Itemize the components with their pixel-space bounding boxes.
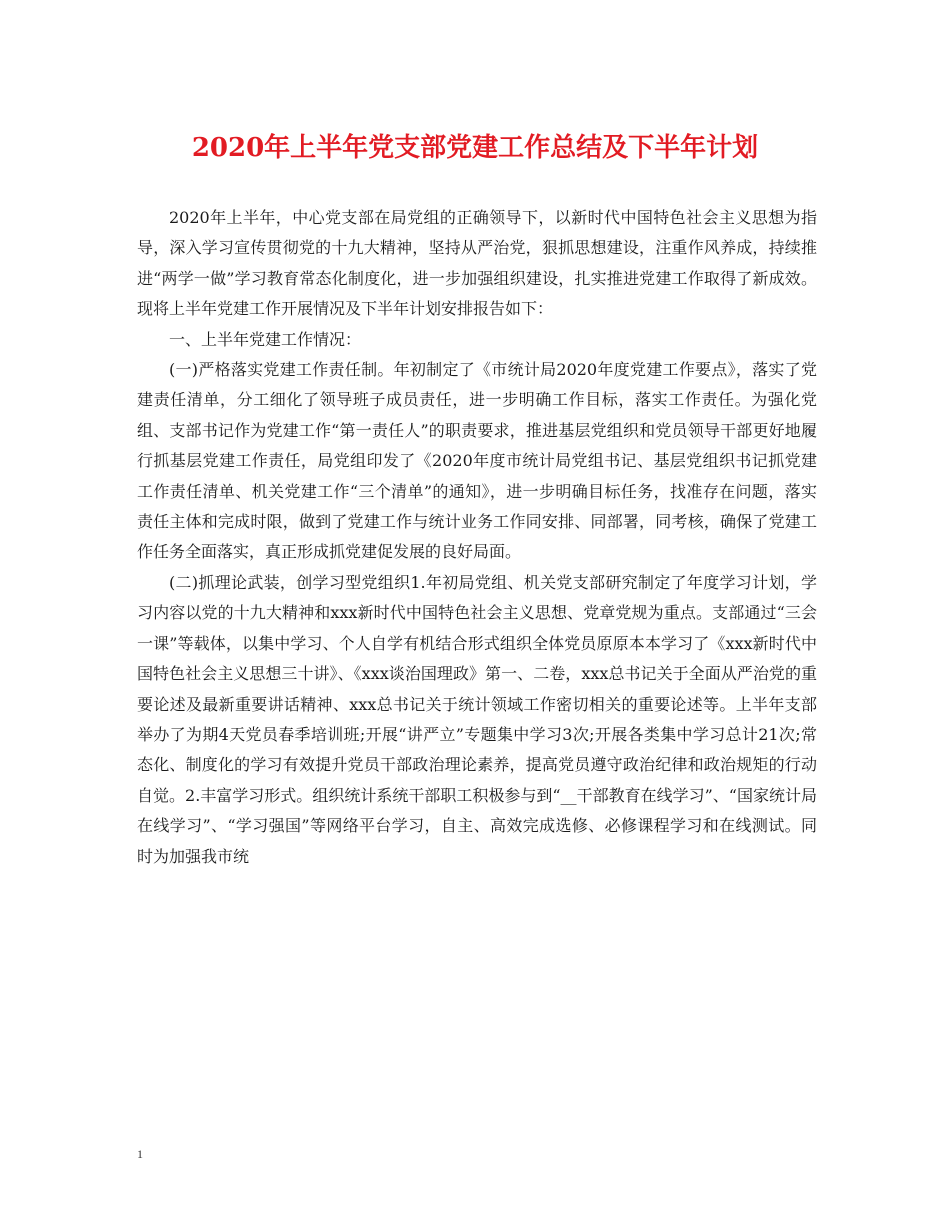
section-heading: 一、上半年党建工作情况：	[169, 329, 362, 349]
section-paragraph-theory-study: (二)抓理论武装，创学习型党组织1.年初局党组、机关党支部研究制定了年度学习计划，学习内容以党的十九大精神和xxx新时代中国特色社会主义思想、党章党规为重点。支部通过“三会一课”等载体，以集中学习、个人自学有机结合形式组织全体党员原原本本学习了《xxx新时代中国特色社会主义思想三十讲》、《xxx谈治国理政》第一、二卷，xxx总书记关于全面从严治党的重要论述及最新重要讲话精神、xxx总书记关于统计领域工作密切相关的重要论述等。上半年支部举办了为期4天党员春季培训班;开展“讲严立”专题集中学习3次;开展各类集中学习总计21次;常态化、制度化的学习有效提升党员干部政治理论素养，提高党员遵守政治纪律和政治规矩的行动自觉。2.丰富学习形式。组织统计系统干部职工积极参与到“__干部教育在线学习”、“国家统计局在线学习”、“学习强国”等网络平台学习，自主、高效完成选修、必修课程学习和在线测试。同时为加强我市统	[137, 572, 817, 866]
section-paragraph-responsibility: (一)严格落实党建工作责任制。年初制定了《市统计局2020年度党建工作要点》，落实了党建责任清单，分工细化了领导班子成员责任，进一步明确工作目标，落实工作责任。为强化党组、支部书记作为党建工作“第一责任人”的职责要求，推进基层党组织和党员领导干部更好地履行抓基层党建工作责任，局党组印发了《2020年度市统计局党组书记、基层党组织书记抓党建工作责任清单、机关党建工作“三个清单”的通知》，进一步明确目标任务，找准存在问题，落实责任主体和完成时限，做到了党建工作与统计业务工作同安排、同部署，同考核，确保了党建工作任务全面落实，真正形成抓党建促发展的良好局面。	[137, 360, 817, 562]
intro-paragraph: 2020年上半年，中心党支部在局党组的正确领导下，以新时代中国特色社会主义思想为指导，深入学习宣传贯彻党的十九大精神，坚持从严治党，狠抓思想建设，注重作风养成，持续推进“两学一做”学习教育常态化制度化，进一步加强组织建设，扎实推进党建工作取得了新成效。现将上半年党建工作开展情况及下半年计划安排报告如下：	[137, 208, 817, 319]
document-body	[137, 203, 817, 872]
page-number: 1	[137, 1147, 143, 1161]
document-title: 2020年上半年党支部党建工作总结及下半年计划	[191, 133, 759, 163]
